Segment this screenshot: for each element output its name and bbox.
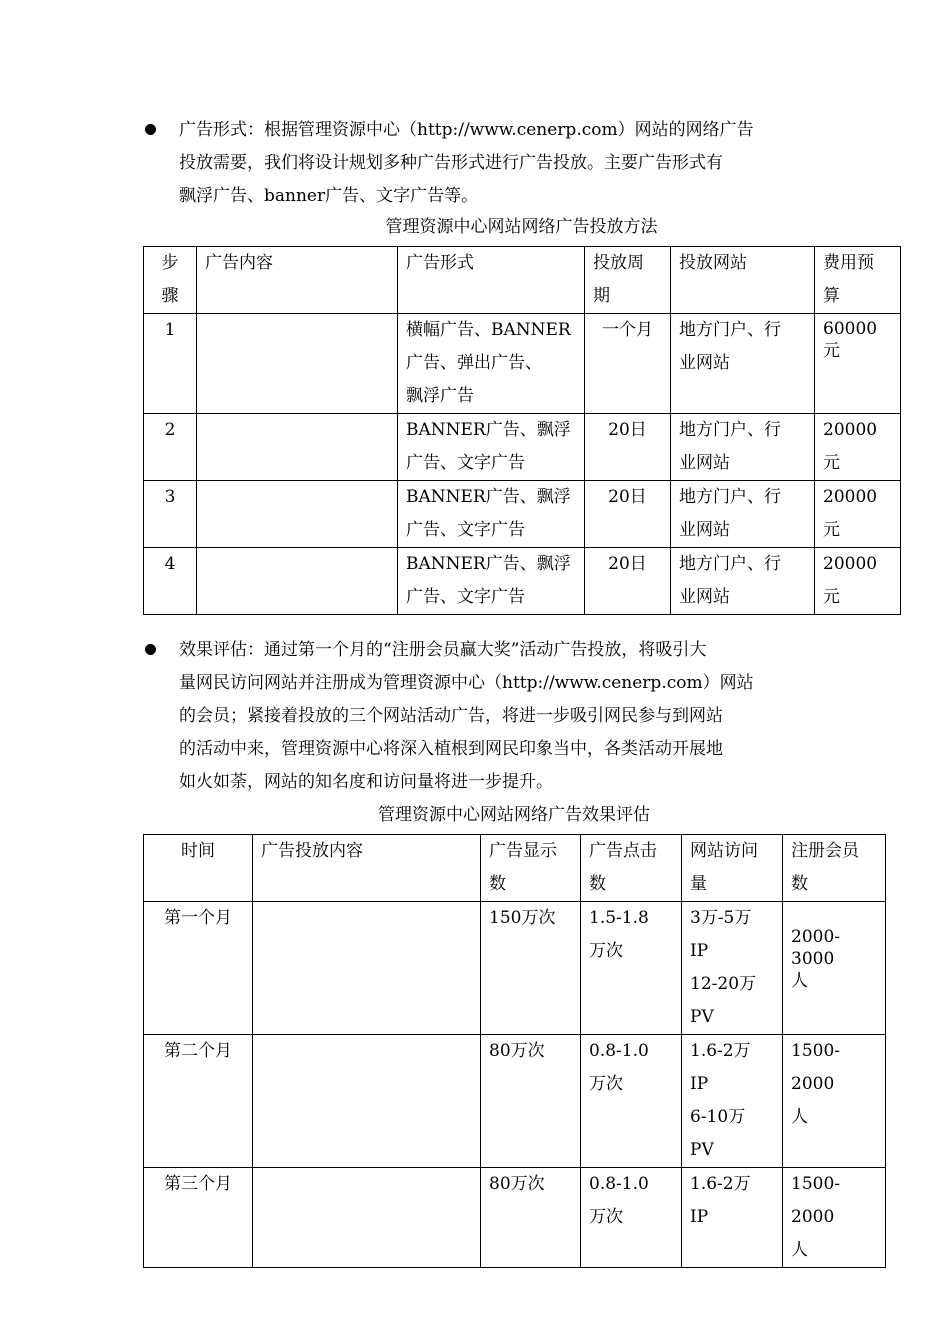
table1-caption: 管理资源中心网站网络广告投放方法 <box>385 217 658 237</box>
cell-ad-form: 横幅广告、BANNER 广告、弹出广告、 飘浮广告 <box>398 314 585 414</box>
cell-time: 第一个月 <box>144 902 253 1035</box>
cell-period: 一个月 <box>585 314 671 414</box>
cell-ad-content <box>197 314 398 414</box>
cell-step: 4 <box>144 548 197 615</box>
header-site: 投放网站 <box>671 247 815 314</box>
cell-registrations: 2000-3000 人 <box>783 902 886 1035</box>
cell-ad-content <box>253 902 481 1035</box>
cell-visits: 1.6-2万 IP <box>682 1168 783 1268</box>
cell-clicks: 1.5-1.8 万次 <box>581 902 682 1035</box>
cell-registrations: 1500-2000 人 <box>783 1035 886 1168</box>
bullet-dot-icon <box>145 124 156 135</box>
cell-step: 3 <box>144 481 197 548</box>
bullet-dot-icon <box>145 644 156 655</box>
table-row <box>144 481 901 548</box>
table-row <box>144 314 901 414</box>
cell-impressions: 80万次 <box>481 1168 581 1268</box>
cell-ad-content <box>253 1168 481 1268</box>
cell-period: 20日 <box>585 414 671 481</box>
cell-ad-content <box>197 414 398 481</box>
ad-placement-table <box>143 246 901 615</box>
cell-period: 20日 <box>585 548 671 615</box>
table-header-row <box>144 247 901 314</box>
header-impressions: 广告显示 数 <box>481 835 581 902</box>
header-clicks: 广告点击 数 <box>581 835 682 902</box>
cell-step: 1 <box>144 314 197 414</box>
header-visits: 网站访问 量 <box>682 835 783 902</box>
cell-ad-content <box>253 1035 481 1168</box>
header-budget: 费用预 算 <box>815 247 901 314</box>
ad-effect-table <box>143 834 886 1268</box>
bullet-effect-evaluation <box>143 634 754 799</box>
header-period: 投放周 期 <box>585 247 671 314</box>
table2-caption: 管理资源中心网站网络广告效果评估 <box>378 805 650 825</box>
cell-budget: 60000 元 <box>815 314 901 414</box>
cell-site: 地方门户、行 业网站 <box>671 414 815 481</box>
cell-visits: 1.6-2万 IP 6-10万 PV <box>682 1035 783 1168</box>
header-registrations: 注册会员 数 <box>783 835 886 902</box>
cell-site: 地方门户、行 业网站 <box>671 548 815 615</box>
cell-budget: 20000 元 <box>815 481 901 548</box>
cell-budget: 20000 元 <box>815 548 901 615</box>
header-time: 时间 <box>144 835 253 902</box>
cell-clicks: 0.8-1.0 万次 <box>581 1035 682 1168</box>
cell-impressions: 80万次 <box>481 1035 581 1168</box>
effect-evaluation-paragraph: 效果评估：通过第一个月的“注册会员赢大奖”活动广告投放，将吸引大 量网民访问网站并注册成为管理资源中心（http://www.cenerp.com）网站 的会员；紧接着投放的三个网站活动广告，将进一步吸引网民参与到网站 的活动中来，管理资源中心将深入植根到网民印象当中，各类活动开展地 如火如荼，网站的知名度和访问量将进一步提升。 <box>179 640 754 792</box>
table-header-row <box>144 835 886 902</box>
cell-period: 20日 <box>585 481 671 548</box>
table-row <box>144 414 901 481</box>
header-ad-content: 广告投放内容 <box>253 835 481 902</box>
header-step: 步 骤 <box>144 247 197 314</box>
cell-ad-form: BANNER广告、飘浮 广告、文字广告 <box>398 414 585 481</box>
cell-time: 第二个月 <box>144 1035 253 1168</box>
cell-ad-form: BANNER广告、飘浮 广告、文字广告 <box>398 481 585 548</box>
bullet-ad-forms <box>143 114 754 213</box>
cell-ad-content <box>197 548 398 615</box>
ad-forms-paragraph: 广告形式：根据管理资源中心（http://www.cenerp.com）网站的网络广告 投放需要，我们将设计规划多种广告形式进行广告投放。主要广告形式有 飘浮广告、banner广告、文字广告等。 <box>179 120 754 206</box>
table-row <box>144 902 886 1035</box>
header-ad-form: 广告形式 <box>398 247 585 314</box>
cell-registrations: 1500-2000 人 <box>783 1168 886 1268</box>
table-row <box>144 1035 886 1168</box>
cell-site: 地方门户、行 业网站 <box>671 314 815 414</box>
cell-ad-form: BANNER广告、飘浮 广告、文字广告 <box>398 548 585 615</box>
cell-clicks: 0.8-1.0 万次 <box>581 1168 682 1268</box>
cell-visits: 3万-5万 IP 12-20万 PV <box>682 902 783 1035</box>
cell-impressions: 150万次 <box>481 902 581 1035</box>
cell-time: 第三个月 <box>144 1168 253 1268</box>
cell-site: 地方门户、行 业网站 <box>671 481 815 548</box>
header-ad-content: 广告内容 <box>197 247 398 314</box>
table-row <box>144 1168 886 1268</box>
table-row <box>144 548 901 615</box>
cell-budget: 20000 元 <box>815 414 901 481</box>
cell-step: 2 <box>144 414 197 481</box>
cell-ad-content <box>197 481 398 548</box>
